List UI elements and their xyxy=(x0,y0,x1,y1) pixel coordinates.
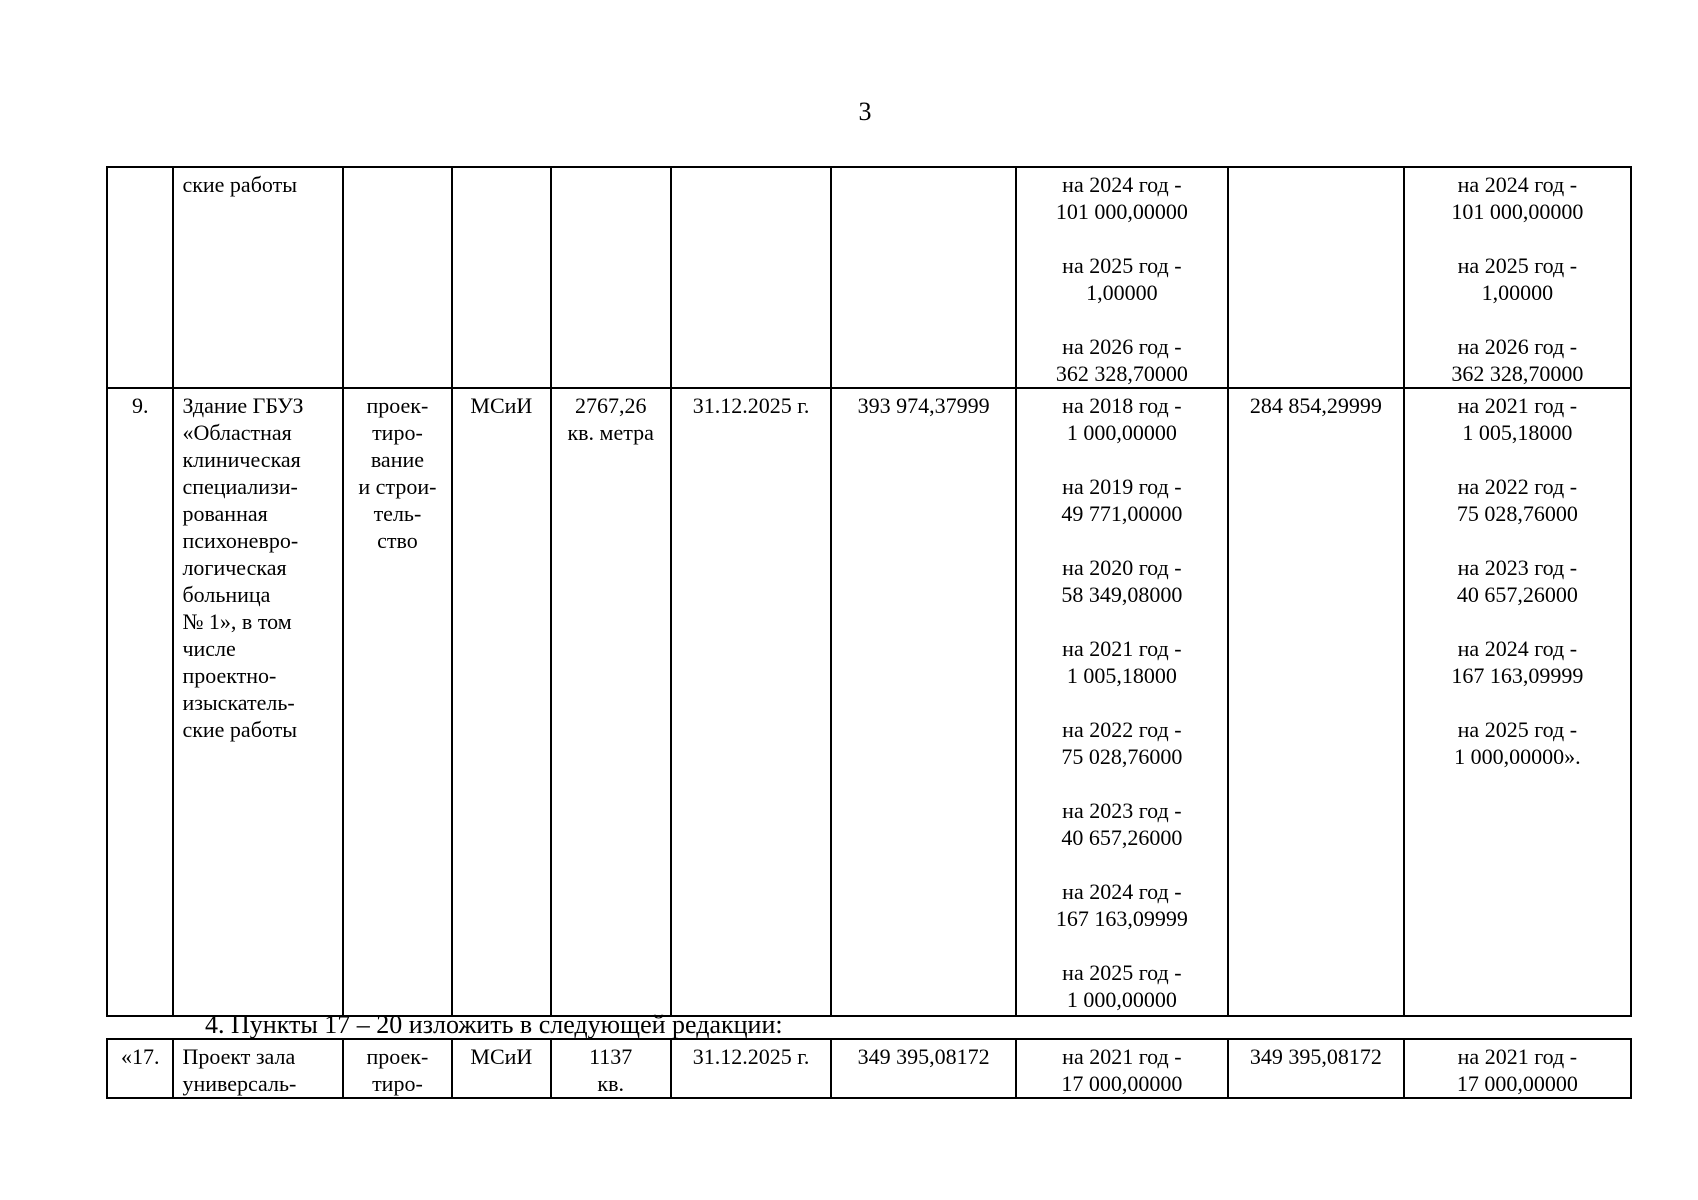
work-type-cell xyxy=(343,1039,452,1098)
cell-line: на 2025 год - xyxy=(1457,717,1578,742)
cell-line: 1 000,00000 xyxy=(1066,420,1177,445)
cell-line: 17 000,00000 xyxy=(1061,1071,1183,1096)
remaining-cost-cell xyxy=(1228,167,1404,388)
cell-line: на 2021 год - xyxy=(1457,393,1578,418)
customer-cell: МСиИ xyxy=(452,388,551,1016)
cell-line xyxy=(1025,851,1219,878)
cell-line xyxy=(1025,306,1219,333)
cell-line: на 2021 год - xyxy=(1062,1044,1182,1069)
cell-line: клиническая xyxy=(182,447,301,472)
funds-by-year-cell xyxy=(1016,1039,1228,1098)
cell-line: 1,00000 xyxy=(1481,280,1554,305)
cell-line xyxy=(1025,446,1219,473)
cell-line: тиро- xyxy=(372,420,423,445)
cell-line: 362 328,70000 xyxy=(1451,361,1584,386)
cell-line: на 2025 год - xyxy=(1062,253,1182,278)
funds-by-year-cell xyxy=(1016,388,1228,1016)
cell-line: 101 000,00000 xyxy=(1055,199,1188,224)
customer-cell: МСиИ xyxy=(452,1039,551,1098)
deadline-cell xyxy=(671,167,832,388)
construction-objects-table-continued xyxy=(106,1038,1632,1099)
planned-funds-cell xyxy=(1404,388,1631,1016)
funds-by-year-cell xyxy=(1016,167,1228,388)
cell-line: числе xyxy=(182,636,236,661)
row-number-cell: 9. xyxy=(107,388,173,1016)
remaining-cost-cell: 349 395,08172 xyxy=(1228,1039,1404,1098)
table-row-9 xyxy=(107,388,1631,1016)
cell-line: логическая xyxy=(182,555,287,580)
page-number: 3 xyxy=(858,97,872,126)
table-row-17 xyxy=(107,1039,1631,1098)
work-type-cell xyxy=(343,167,452,388)
section-heading: 4. Пункты 17 – 20 изложить в следующей редакции: xyxy=(205,1010,783,1039)
cell-line: на 2021 год - xyxy=(1457,1044,1578,1069)
cell-line: на 2026 год - xyxy=(1457,334,1578,359)
table-row-continued xyxy=(107,167,1631,388)
cell-line: специализи- xyxy=(182,474,298,499)
deadline-cell: 31.12.2025 г. xyxy=(671,1039,832,1098)
cell-line: 75 028,76000 xyxy=(1456,501,1578,526)
cell-line xyxy=(1025,527,1219,554)
cell-line: Проект зала xyxy=(182,1044,296,1069)
cell-line: на 2025 год - xyxy=(1457,253,1578,278)
cell-line: тель- xyxy=(373,501,422,526)
cell-line: изыскатель- xyxy=(182,690,295,715)
cell-line xyxy=(1025,932,1219,959)
cell-line: 362 328,70000 xyxy=(1055,361,1188,386)
row-number-cell: «17. xyxy=(107,1039,173,1098)
cell-line: на 2025 год - xyxy=(1062,960,1182,985)
customer-cell xyxy=(452,167,551,388)
object-name-cell xyxy=(173,388,342,1016)
cell-line: 1137 xyxy=(589,1044,633,1069)
total-cost-cell: 393 974,37999 xyxy=(831,388,1015,1016)
cell-line: и строи- xyxy=(358,474,437,499)
cell-line: проек- xyxy=(366,1044,429,1069)
cell-line: 167 163,09999 xyxy=(1055,906,1188,931)
cell-line: 75 028,76000 xyxy=(1061,744,1183,769)
cell-line: 1 005,18000 xyxy=(1462,420,1573,445)
cell-line: проектно- xyxy=(182,663,277,688)
cell-line: 49 771,00000 xyxy=(1061,501,1183,526)
cell-line: кв. xyxy=(597,1071,624,1096)
cell-line: на 2024 год - xyxy=(1062,879,1182,904)
cell-line: 167 163,09999 xyxy=(1451,663,1584,688)
cell-line: вание xyxy=(370,447,425,472)
cell-line: кв. метра xyxy=(567,420,654,445)
cell-line: на 2024 год - xyxy=(1062,172,1182,197)
cell-line: «Областная xyxy=(182,420,292,445)
object-name-cell xyxy=(173,1039,342,1098)
cell-line: на 2026 год - xyxy=(1062,334,1182,359)
cell-line: 101 000,00000 xyxy=(1451,199,1584,224)
capacity-cell xyxy=(551,388,671,1016)
cell-line xyxy=(1025,225,1219,252)
cell-line: психоневро- xyxy=(182,528,299,553)
cell-line: на 2019 год - xyxy=(1062,474,1182,499)
cell-line: 40 657,26000 xyxy=(1456,582,1578,607)
deadline-cell: 31.12.2025 г. xyxy=(671,388,832,1016)
cell-line: 40 657,26000 xyxy=(1061,825,1183,850)
cell-line: на 2024 год - xyxy=(1457,636,1578,661)
work-type-cell xyxy=(343,388,452,1016)
cell-line xyxy=(1413,608,1622,635)
cell-line: на 2024 год - xyxy=(1457,172,1578,197)
cell-line: № 1», в том xyxy=(182,609,292,634)
cell-line: 58 349,08000 xyxy=(1061,582,1183,607)
cell-line xyxy=(1413,689,1622,716)
cell-line xyxy=(1413,306,1622,333)
cell-line: Здание ГБУЗ xyxy=(182,393,304,418)
cell-line: больница xyxy=(182,582,271,607)
cell-line: ские работы xyxy=(182,717,297,742)
cell-line: на 2022 год - xyxy=(1457,474,1578,499)
cell-line xyxy=(1025,608,1219,635)
cell-line: универсаль- xyxy=(182,1071,297,1096)
cell-line: 1,00000 xyxy=(1086,280,1158,305)
cell-line: проек- xyxy=(366,393,429,418)
construction-objects-table xyxy=(106,166,1632,1017)
cell-line xyxy=(1025,689,1219,716)
cell-line: тиро- xyxy=(372,1071,423,1096)
cell-line xyxy=(1413,527,1622,554)
cell-line: на 2020 год - xyxy=(1062,555,1182,580)
capacity-cell xyxy=(551,167,671,388)
planned-funds-cell xyxy=(1404,167,1631,388)
cell-line: 1 000,00000 xyxy=(1066,987,1177,1012)
cell-line: 1 005,18000 xyxy=(1066,663,1177,688)
cell-line xyxy=(1413,446,1622,473)
total-cost-cell: 349 395,08172 xyxy=(831,1039,1015,1098)
cell-line: на 2022 год - xyxy=(1062,717,1182,742)
cell-line: на 2023 год - xyxy=(1062,798,1182,823)
capacity-cell xyxy=(551,1039,671,1098)
remaining-cost-cell: 284 854,29999 xyxy=(1228,388,1404,1016)
planned-funds-cell xyxy=(1404,1039,1631,1098)
cell-line: рованная xyxy=(182,501,268,526)
total-cost-cell xyxy=(831,167,1015,388)
row-number-cell xyxy=(107,167,173,388)
cell-line: на 2023 год - xyxy=(1457,555,1578,580)
cell-line: 17 000,00000 xyxy=(1456,1071,1578,1096)
cell-line xyxy=(1025,770,1219,797)
object-name-cell: ские работы xyxy=(173,167,342,388)
cell-line: на 2018 год - xyxy=(1062,393,1182,418)
cell-line: ство xyxy=(377,528,418,553)
cell-line: 2767,26 xyxy=(574,393,647,418)
cell-line: на 2021 год - xyxy=(1062,636,1182,661)
cell-line xyxy=(1413,225,1622,252)
cell-line: 1 000,00000». xyxy=(1454,744,1581,769)
